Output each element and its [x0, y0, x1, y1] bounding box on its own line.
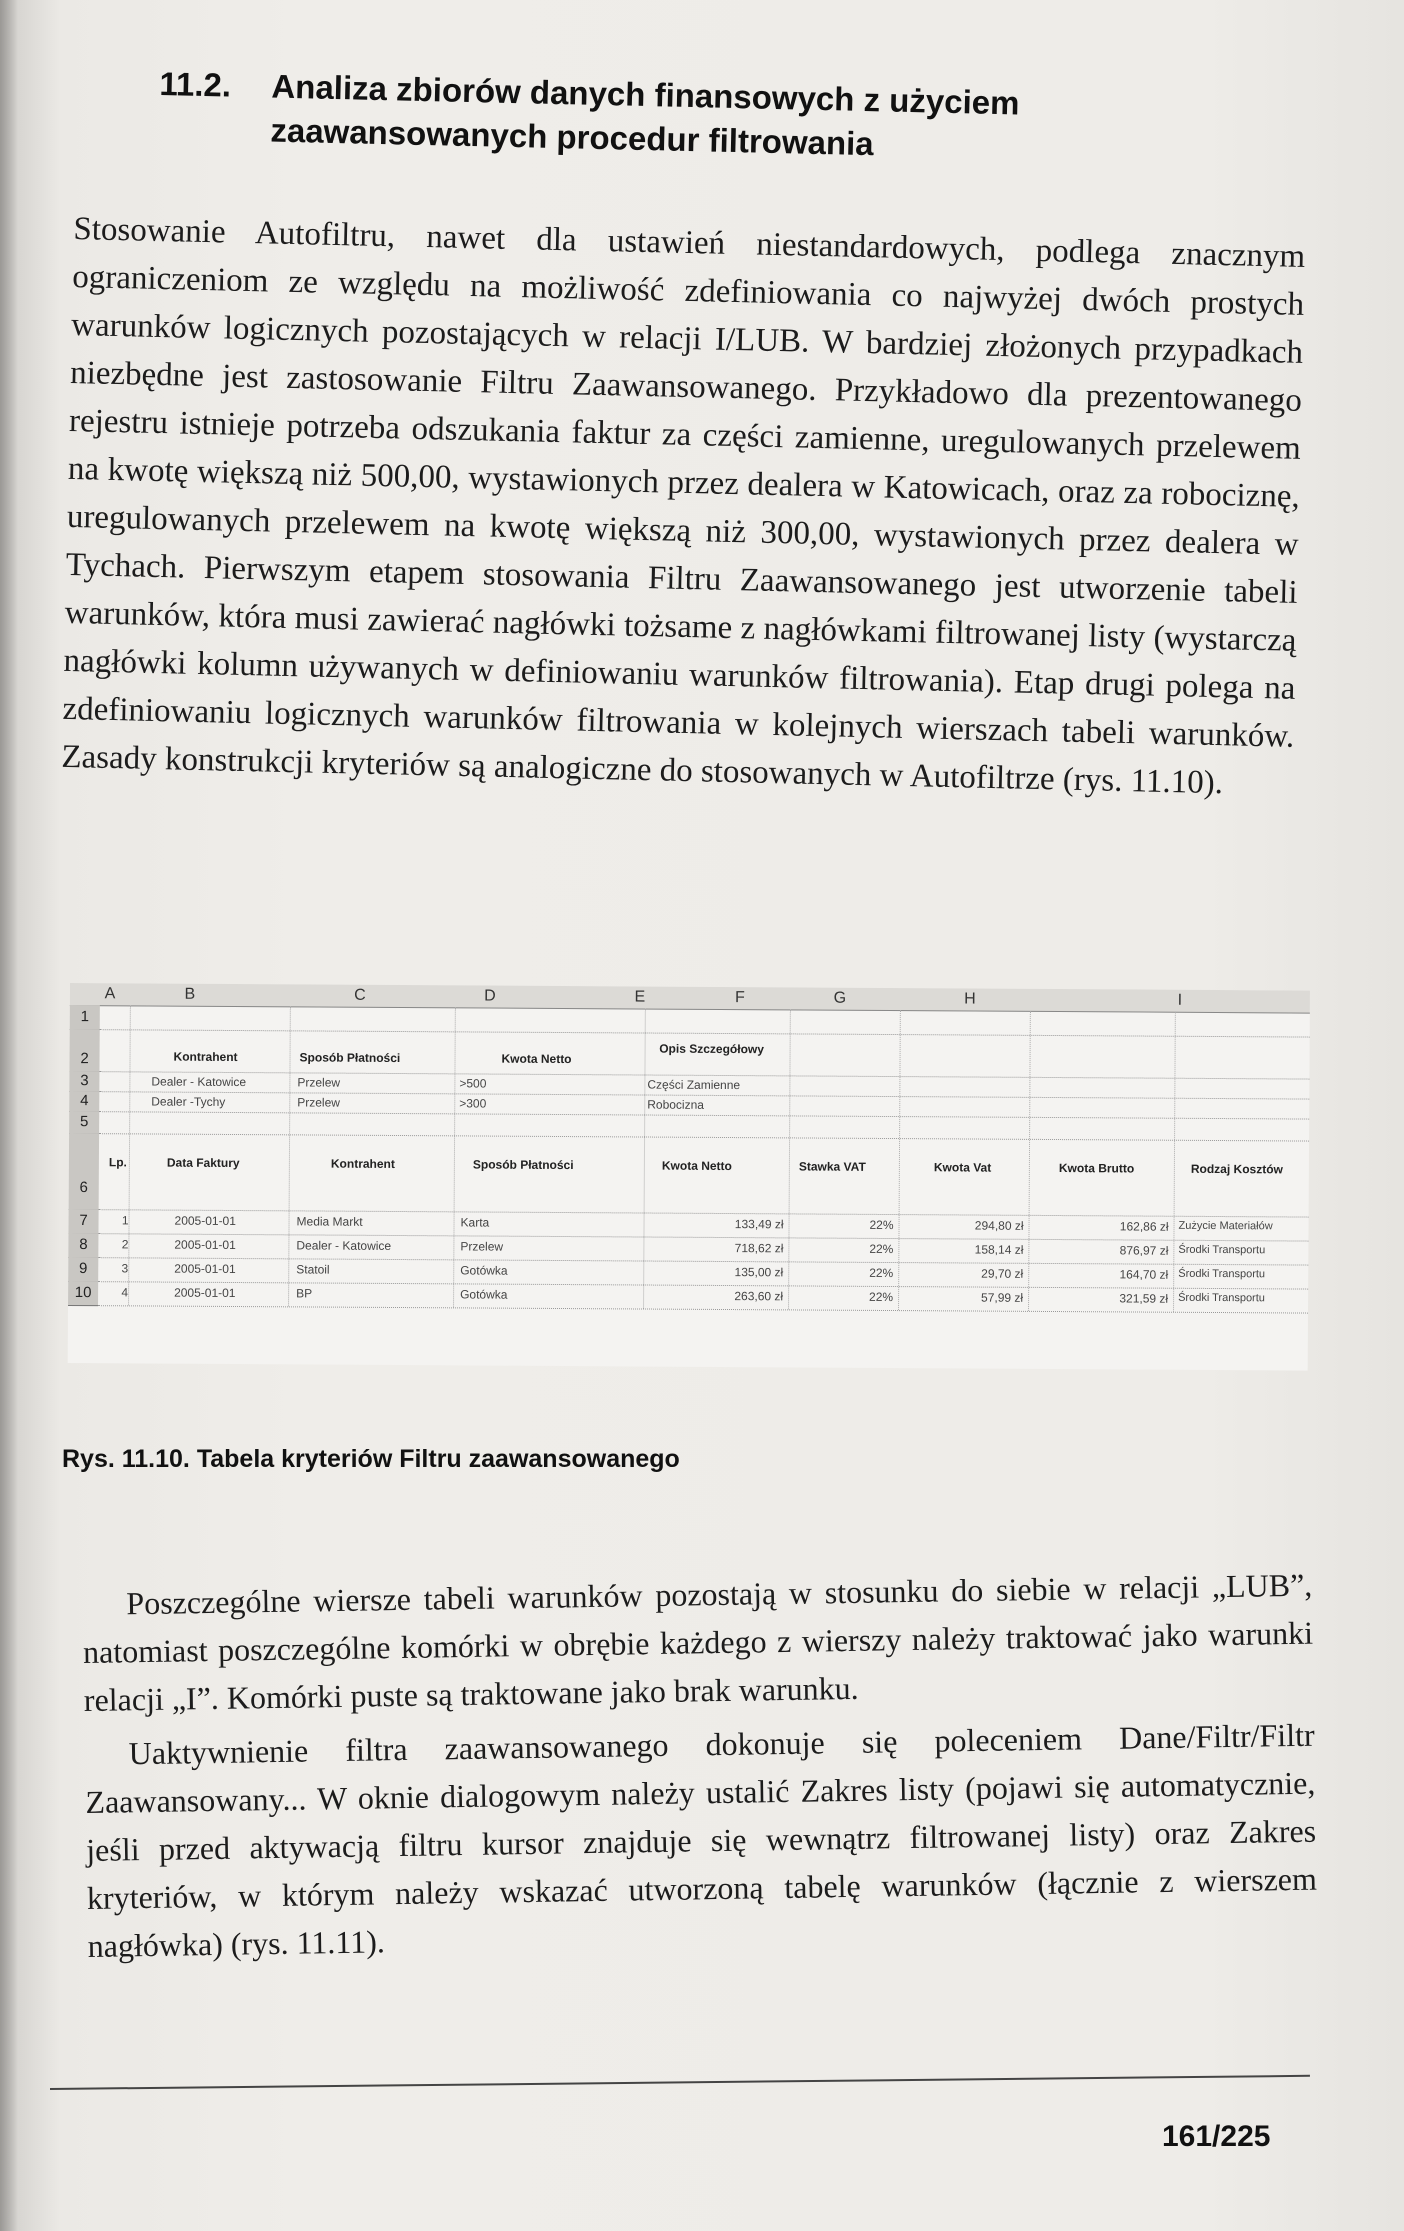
- col-header: F: [734, 989, 745, 1007]
- list-cell: Media Markt: [296, 1214, 363, 1229]
- list-cell: 22%: [869, 1289, 894, 1305]
- list-cell: 2005-01-01: [174, 1213, 236, 1229]
- col-header: I: [1177, 991, 1183, 1009]
- row-number: 8: [68, 1233, 98, 1258]
- list-cell: Przelew: [460, 1239, 504, 1254]
- list-cell: 4: [121, 1285, 129, 1300]
- row-number: 4: [69, 1091, 99, 1112]
- footer-rule: [50, 2075, 1310, 2090]
- col-header: D: [484, 987, 496, 1005]
- list-cell: Karta: [460, 1215, 490, 1230]
- list-cell: BP: [296, 1286, 313, 1301]
- list-cell: Gotówka: [460, 1287, 508, 1302]
- paragraph-text: Uaktywnienie filtra zaawansowanego dokonuje się poleceniem Dane/Filtr/Filtr Zaawansowany... W oknie dialogowym należy ustalić Zakres listy (pojawi się automatycznie, jeśli przed aktywacją filtru kursor znajduje się wewnątrz filtrowanej listy) oraz Zakres kryteriów, w którym należy wskazać utworzoną tabelę warunków (łącznie z wierszem nagłówka) (rys. 11.11).: [85, 1716, 1318, 1964]
- paragraph-text: Poszczególne wiersze tabeli warunków pozostają w stosunku do siebie w relacji „LUB”, natomiast poszczególne komórki w obrębie każdego z wierszy należy traktować jako warunki relacji „I”. Komórki puste są traktowane jako brak warunku.: [82, 1566, 1314, 1718]
- row-number: 6: [69, 1133, 99, 1210]
- criteria-cell: Części Zamienne: [647, 1077, 741, 1093]
- list-cell: 294,80 zł: [974, 1218, 1024, 1233]
- col-header: C: [354, 986, 366, 1004]
- list-cell: Dealer - Katowice: [296, 1238, 392, 1253]
- page-number: 161/225: [1162, 2120, 1271, 2153]
- col-header: B: [184, 985, 196, 1003]
- list-header: Kwota Vat: [933, 1160, 992, 1175]
- criteria-cell: Dealer -Tychy: [151, 1094, 226, 1109]
- list-cell: Środki Transportu: [1178, 1291, 1265, 1305]
- col-header: E: [634, 988, 646, 1006]
- criteria-header: Kwota Netto: [501, 1051, 572, 1067]
- criteria-header: Opis Szczegółowy: [659, 1041, 764, 1057]
- list-cell: 133,49 zł: [734, 1217, 784, 1232]
- list-cell: 22%: [869, 1265, 894, 1281]
- list-cell: 29,70 zł: [981, 1266, 1024, 1281]
- list-cell: 135,00 zł: [734, 1265, 784, 1280]
- list-cell: 2005-01-01: [174, 1237, 236, 1253]
- row-number: 10: [68, 1281, 98, 1306]
- list-cell: Gotówka: [460, 1263, 508, 1278]
- paragraph-intro: [61, 205, 1306, 809]
- row-number: 9: [68, 1257, 98, 1282]
- list-header: Kontrahent: [330, 1156, 395, 1171]
- section-number: 11.2.: [159, 64, 232, 104]
- col-header: A: [104, 985, 116, 1003]
- row-number: 1: [70, 1005, 100, 1030]
- list-cell: 2: [121, 1237, 129, 1252]
- list-cell: 22%: [869, 1241, 894, 1257]
- list-cell: 22%: [869, 1217, 894, 1233]
- row-number: 3: [69, 1071, 99, 1092]
- list-header: Stawka VAT: [798, 1159, 866, 1174]
- section-title-line2: zaawansowanych procedur filtrowania: [270, 111, 875, 163]
- list-cell: Zużycie Materiałów: [1178, 1219, 1273, 1233]
- list-header: Kwota Netto: [661, 1158, 732, 1174]
- figure-caption: Rys. 11.10. Tabela kryteriów Filtru zaawansowanego: [62, 1445, 680, 1473]
- page-gutter-shadow: [0, 0, 18, 2231]
- criteria-cell: Dealer - Katowice: [151, 1074, 247, 1090]
- criteria-header: Sposób Płatności: [299, 1050, 401, 1066]
- list-cell: 3: [121, 1261, 129, 1276]
- section-heading: [158, 62, 1160, 173]
- list-header: Kwota Brutto: [1058, 1161, 1135, 1176]
- criteria-cell: >300: [459, 1096, 487, 1111]
- col-header: G: [833, 989, 847, 1007]
- criteria-cell: Robocizna: [647, 1097, 705, 1112]
- paragraph-intro-text: Stosowanie Autofiltru, nawet dla ustawień niestandardowych, podlega znacznym ograniczeniom ze względu na możliwość zdefiniowania co najwyżej dwóch prostych warunków logicznych pozostających w relacji I/LUB. W bardziej złożonych przypadkach niezbędne jest zastosowanie Filtru Zaawansowanego. Przykładowo dla prezentowanego rejestru istnieje potrzeba odszukania faktur za części zamienne, uregulowanych przelewem na kwotę większą niż 500,00, wystawionych przez dealera w Katowicach, oraz za robociznę, uregulowanych przelewem na kwotę większą niż 300,00, wystawionych przez dealera w Tychach. Pierwszym etapem stosowania Filtru Zaawansowanego jest utworzenie tabeli warunków, która musi zawierać nagłówki tożsame z nagłówkami filtrowanej listy (wystarczą nagłówki kolumn używanych w definiowaniu warunków filtrowania). Etap drugi polega na zdefiniowaniu logicznych warunków filtrowania w kolejnych wierszach tabeli warunków. Zasady konstrukcji kryteriów są analogiczne do stosowanych w Autofiltrze (rys. 11.10).: [61, 210, 1306, 802]
- list-header: Lp.: [108, 1155, 127, 1170]
- list-cell: 57,99 zł: [981, 1290, 1024, 1305]
- list-header: Sposób Płatności: [472, 1157, 574, 1173]
- list-cell: 2005-01-01: [174, 1285, 236, 1301]
- list-cell: 321,59 zł: [1119, 1291, 1169, 1306]
- list-cell: 162,86 zł: [1119, 1219, 1169, 1234]
- list-cell: 876,97 zł: [1119, 1243, 1169, 1258]
- list-cell: 718,62 zł: [734, 1241, 784, 1256]
- list-cell: 158,14 zł: [974, 1242, 1024, 1257]
- list-cell: Środki Transportu: [1178, 1267, 1266, 1281]
- col-header: H: [964, 990, 976, 1008]
- row-number: 2: [69, 1029, 99, 1072]
- criteria-cell: >500: [459, 1076, 487, 1091]
- section-title-line1: Analiza zbiorów danych finansowych z użyciem: [271, 67, 1020, 122]
- list-cell: 2005-01-01: [174, 1261, 236, 1277]
- list-header: Rodzaj Kosztów: [1190, 1161, 1283, 1177]
- list-cell: 1: [121, 1213, 129, 1228]
- row-number: 7: [68, 1209, 98, 1234]
- list-cell: Statoil: [296, 1262, 330, 1277]
- list-cell: Środki Transportu: [1178, 1243, 1266, 1257]
- spreadsheet-figure: [68, 983, 1310, 1371]
- paragraph-conclusion: [82, 1561, 1318, 1970]
- criteria-cell: Przelew: [297, 1075, 341, 1090]
- criteria-header: Kontrahent: [173, 1049, 238, 1065]
- row-number: 5: [69, 1111, 99, 1134]
- list-cell: 263,60 zł: [734, 1289, 784, 1304]
- criteria-cell: Przelew: [297, 1095, 341, 1110]
- list-cell: 164,70 zł: [1119, 1267, 1169, 1282]
- list-header: Data Faktury: [166, 1155, 240, 1171]
